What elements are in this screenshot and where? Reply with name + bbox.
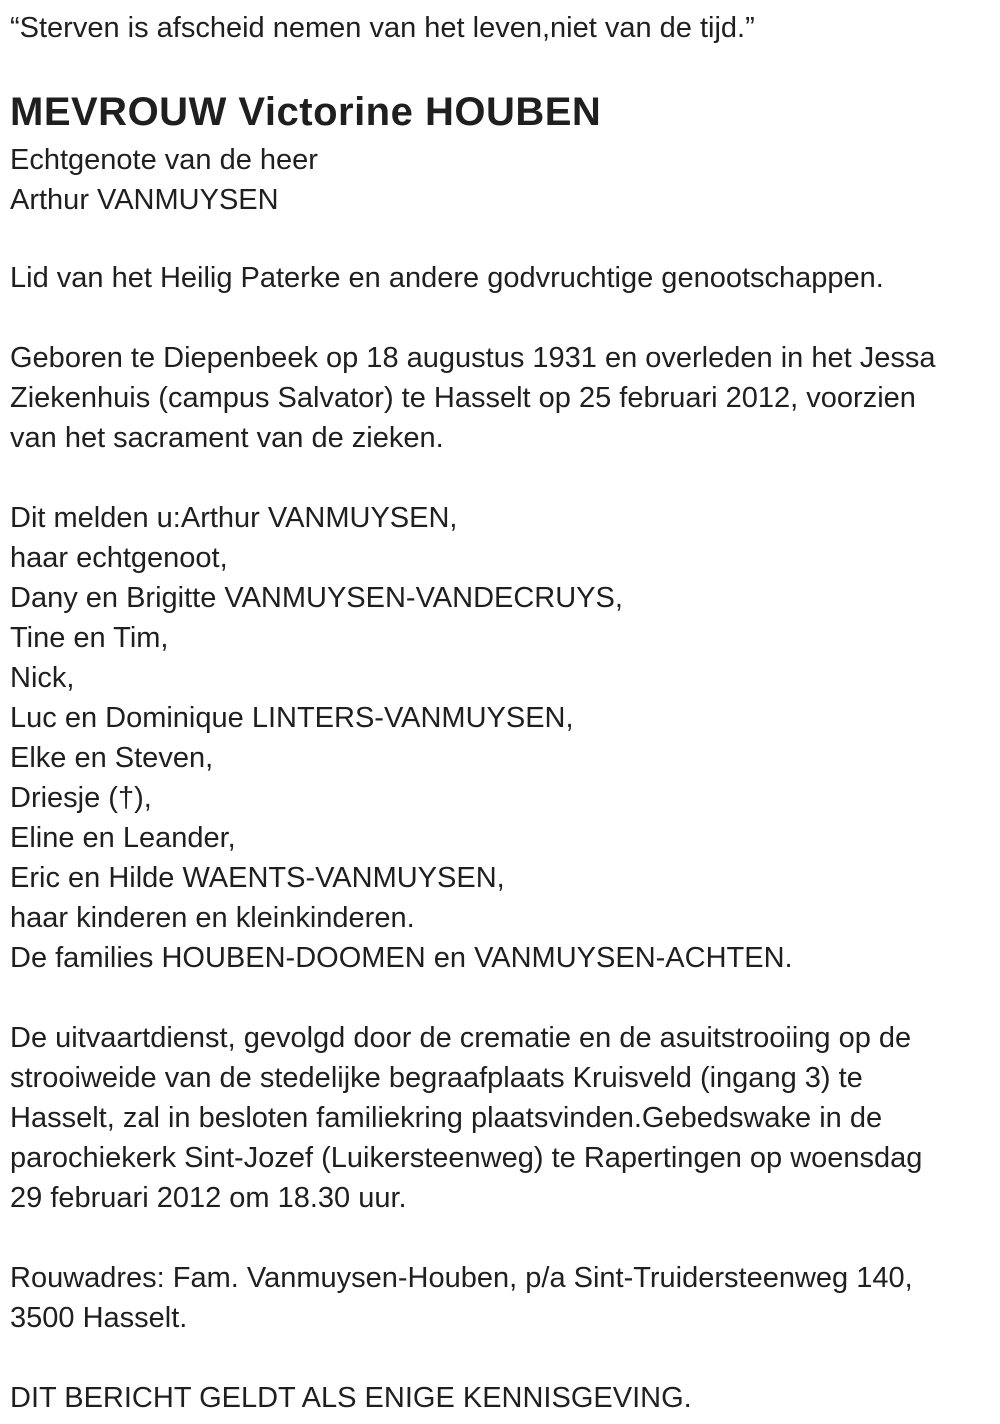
deceased-name-title: MEVROUW Victorine HOUBEN <box>10 90 602 134</box>
service-line: parochiekerk Sint-Jozef (Luikersteenweg) te Rapertingen op woensdag <box>10 1142 923 1174</box>
birth-death-line: Geboren te Diepenbeek op 18 augustus 1931 en overleden in het Jessa <box>10 342 936 374</box>
family-line: Eline en Leander, <box>10 822 236 854</box>
family-line: Eric en Hilde WAENTS-VANMUYSEN, <box>10 862 505 894</box>
birth-death-line: Ziekenhuis (campus Salvator) te Hasselt op 25 februari 2012, voorzien <box>10 382 916 414</box>
address-line: Rouwadres: Fam. Vanmuysen-Houben, p/a Sint-Truidersteenweg 140, <box>10 1262 913 1294</box>
family-line: Tine en Tim, <box>10 622 169 654</box>
family-announcement-block <box>10 498 980 978</box>
family-line: Elke en Steven, <box>10 742 214 774</box>
quote-line: “Sterven is afscheid nemen van het leven,niet van de tijd.” <box>10 12 755 44</box>
closing-line: DIT BERICHT GELDT ALS ENIGE KENNISGEVING. <box>10 1382 692 1414</box>
family-line: haar echtgenoot, <box>10 542 228 574</box>
closing-block <box>10 1378 980 1418</box>
birth-death-block <box>10 338 980 458</box>
address-line: 3500 Hasselt. <box>10 1302 188 1334</box>
relation-block <box>10 140 980 220</box>
family-line: Dany en Brigitte VANMUYSEN-VANDECRUYS, <box>10 582 623 614</box>
family-line: haar kinderen en kleinkinderen. <box>10 902 415 934</box>
family-line: De families HOUBEN-DOOMEN en VANMUYSEN-ACHTEN. <box>10 942 793 974</box>
relation-line: Echtgenote van de heer <box>10 144 318 176</box>
mourning-address-block <box>10 1258 980 1338</box>
spouse-name-line: Arthur VANMUYSEN <box>10 184 279 216</box>
family-line: Nick, <box>10 662 75 694</box>
family-line: Luc en Dominique LINTERS-VANMUYSEN, <box>10 702 574 734</box>
funeral-service-block <box>10 1018 980 1218</box>
family-line: Dit melden u:Arthur VANMUYSEN, <box>10 502 458 534</box>
service-line: Hasselt, zal in besloten familiekring plaatsvinden.Gebedswake in de <box>10 1102 883 1134</box>
membership-block <box>10 258 980 298</box>
membership-line: Lid van het Heilig Paterke en andere godvruchtige genootschappen. <box>10 262 884 294</box>
family-line-deceased-child: Driesje (†), <box>10 782 152 814</box>
service-line: 29 februari 2012 om 18.30 uur. <box>10 1182 407 1214</box>
service-line: strooiweide van de stedelijke begraafplaats Kruisveld (ingang 3) te <box>10 1062 863 1094</box>
birth-death-line: van het sacrament van de zieken. <box>10 422 444 454</box>
service-line: De uitvaartdienst, gevolgd door de crematie en de asuitstrooiing op de <box>10 1022 912 1054</box>
